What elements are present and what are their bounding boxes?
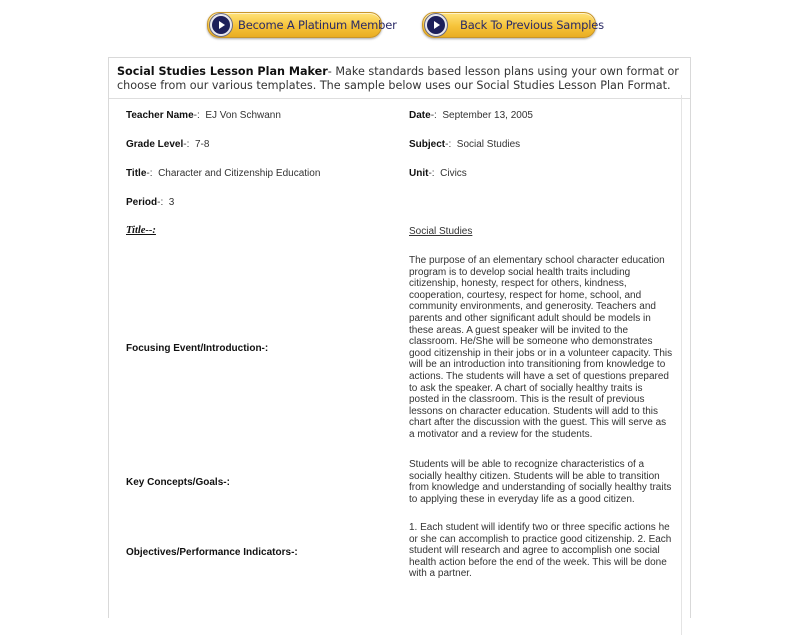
intro-text: - Make standards based lesson plans using your own format or choose from our various templates. The sample below uses our Social Studies Lesson Plan Format.: [117, 65, 679, 92]
lesson-plan-body: [109, 95, 682, 635]
date-value: September 13, 2005: [442, 110, 533, 121]
play-circle-icon: [425, 14, 447, 36]
teacher-name-field: Teacher Name-: EJ Von Schwann: [126, 110, 281, 121]
title-section-label: Title--:: [126, 225, 156, 236]
back-to-previous-samples-button[interactable]: [422, 12, 604, 38]
key-concepts-label: Key Concepts/Goals-:: [126, 477, 230, 488]
title-section-value: Social Studies: [409, 226, 473, 237]
play-circle-icon: [210, 14, 232, 36]
button-label: Back To Previous Samples: [460, 18, 604, 32]
intro-description: [109, 58, 690, 99]
grade-level-field: Grade Level-: 7-8: [126, 139, 210, 150]
title-field: Title-: Character and Citizenship Education: [126, 168, 321, 179]
focusing-event-label: Focusing Event/Introduction-:: [126, 343, 269, 354]
focusing-event-text: The purpose of an elementary school character education program is to develop social health traits including citizenship, honesty, respect for others, kindness, cooperation, courtesy, respect for home, school, and community environments, and generosity. Teachers and parents and other significant adult should be models in these areas. A guest speaker will be invited to the classroom. He/She will be someone who demonstrates good citizenship in their jobs or in a volunteer capacity. This will be an introduction into transitioning from knowledge to actions. The students will have a set of questions prepared to ask the speaker. A chart of socially healthy traits is posted in the classroom. This is the result of previous lessons on character education. Students will add to this chart after the discussion with the guest. This will serve as a motivator and a review for the students.: [409, 255, 673, 440]
objectives-label: Objectives/Performance Indicators-:: [126, 547, 298, 558]
grade-level-value: 7-8: [194, 139, 210, 150]
become-platinum-member-button[interactable]: [207, 12, 397, 38]
period-value: 3: [168, 197, 175, 208]
top-button-bar: [0, 12, 800, 38]
unit-value: Civics: [440, 168, 467, 179]
button-label: Become A Platinum Member: [238, 18, 397, 32]
lesson-plan-panel: [108, 57, 691, 618]
objectives-text: 1. Each student will identify two or three specific actions he or she can accomplish to practice good citizenship. 2. Each student will research and agree to accomplish one social health action before the end of the week. This will be done with a partner.: [409, 522, 672, 580]
date-field: Date-: September 13, 2005: [409, 110, 533, 121]
period-field: Period-: 3: [126, 197, 175, 208]
unit-field: Unit-: Civics: [409, 168, 467, 179]
teacher-name-value: EJ Von Schwann: [205, 110, 281, 121]
subject-value: Social Studies: [456, 139, 521, 150]
intro-title: Social Studies Lesson Plan Maker: [117, 65, 328, 78]
key-concepts-text: Students will be able to recognize characteristics of a socially healthy citizen. Students will be able to transition from knowledge and understanding of socially healthy traits to applying these in everyday life as a good citizen.: [409, 459, 672, 505]
subject-field: Subject-: Social Studies: [409, 139, 521, 150]
title-value: Character and Citizenship Education: [158, 168, 321, 179]
